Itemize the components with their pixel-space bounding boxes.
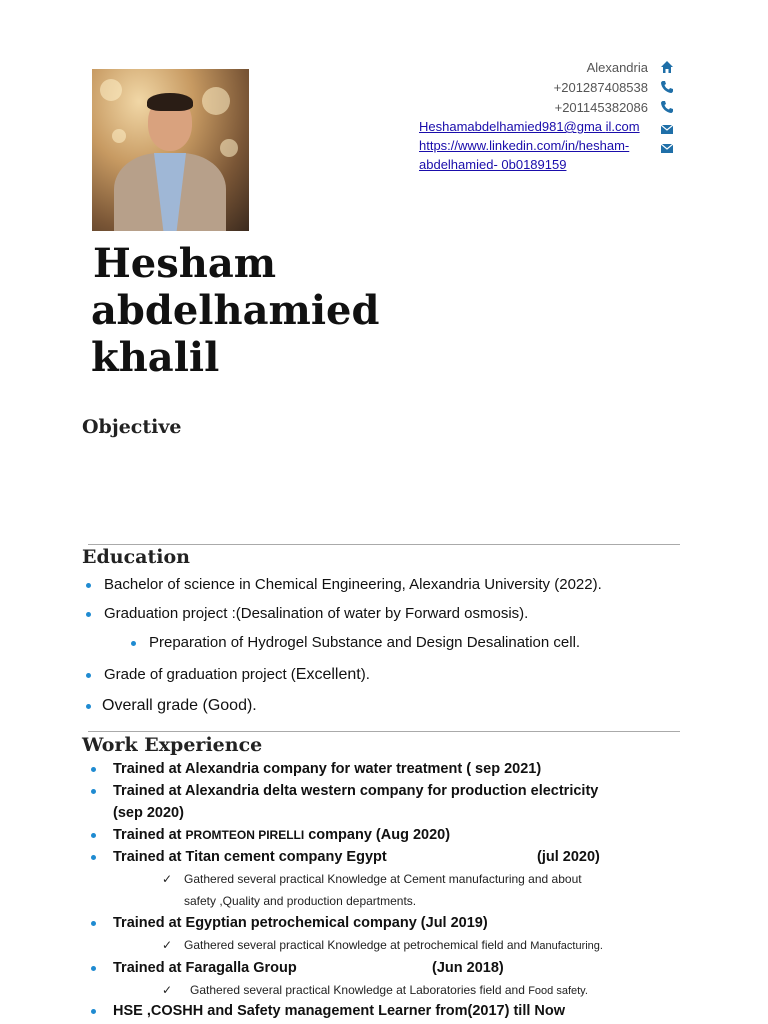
contact-block [554, 57, 674, 117]
list-item-nested: Preparation of Hydrogel Substance and Design Desalination cell. [127, 634, 682, 666]
list-item: Grade of graduation project (Excellent). [82, 666, 682, 697]
envelope-icon [660, 122, 674, 136]
contact-phone2[interactable]: +201145382086 [554, 99, 648, 115]
email-link[interactable]: Heshamabdelhamied981@gma il.com [419, 119, 640, 134]
list-item: Trained at Faragalla Group (Jun 2018) [88, 957, 648, 979]
education-list [82, 576, 682, 727]
list-item: Overall grade (Good). [82, 697, 682, 727]
linkedin-link-row-2 [419, 155, 659, 174]
contact-phone1[interactable]: +201287408538 [553, 79, 648, 95]
link-icons [660, 119, 674, 157]
contact-city-row [554, 57, 674, 77]
contact-city: Alexandria [586, 59, 648, 75]
linkedin-link-row [419, 136, 659, 155]
work-detail: ✓ Gathered several practical Knowledge at Cement manufacturing and about safety ,Quality and production departments. [88, 868, 648, 912]
name-middle: abdelhamied [91, 287, 380, 334]
education-heading: Education [82, 546, 190, 568]
phone-icon [660, 80, 674, 94]
linkedin-link-continued[interactable]: abdelhamied- 0b0189159 [419, 157, 567, 172]
contact-links [419, 117, 659, 174]
list-item: Trained at Alexandria company for water treatment ( sep 2021) [88, 758, 648, 780]
list-item: Trained at Alexandria delta western company for production electricity (sep 2020) [88, 780, 648, 824]
name-last: khalil [91, 334, 220, 381]
list-item: Trained at Egyptian petrochemical company (Jul 2019) [88, 912, 648, 934]
list-item: HSE ,COSHH and Safety management Learner from(2017) till Now [88, 1000, 648, 1022]
home-icon [660, 60, 674, 74]
work-detail: ✓ Gathered several practical Knowledge at Laboratories field and Food safety. [88, 979, 648, 1002]
check-icon: ✓ [162, 938, 173, 952]
list-item: Bachelor of science in Chemical Engineering, Alexandria University (2022). [82, 576, 682, 605]
full-name [91, 240, 379, 381]
contact-phone1-row [554, 77, 674, 97]
divider [88, 544, 680, 545]
list-item: Graduation project :(Desalination of water by Forward osmosis). [82, 605, 682, 634]
linkedin-link[interactable]: https://www.linkedin.com/in/hesham- [419, 138, 630, 153]
name-first: Hesham [93, 240, 277, 287]
check-icon: ✓ [162, 872, 173, 886]
email-link-row [419, 117, 659, 136]
check-icon: ✓ [162, 983, 173, 997]
contact-phone2-row [554, 97, 674, 117]
work-detail: ✓ Gathered several practical Knowledge at petrochemical field and Manufacturing. [88, 934, 648, 957]
work-heading: Work Experience [82, 734, 263, 756]
phone-icon [660, 100, 674, 114]
work-list [88, 758, 648, 1022]
list-item: Trained at Titan cement company Egypt (jul 2020) [88, 846, 648, 868]
envelope-icon [660, 141, 674, 155]
divider [88, 731, 680, 732]
profile-photo [92, 69, 249, 231]
list-item: Trained at PROMTEON PIRELLI company (Aug 2020) [88, 824, 648, 846]
objective-heading: Objective [82, 416, 182, 438]
